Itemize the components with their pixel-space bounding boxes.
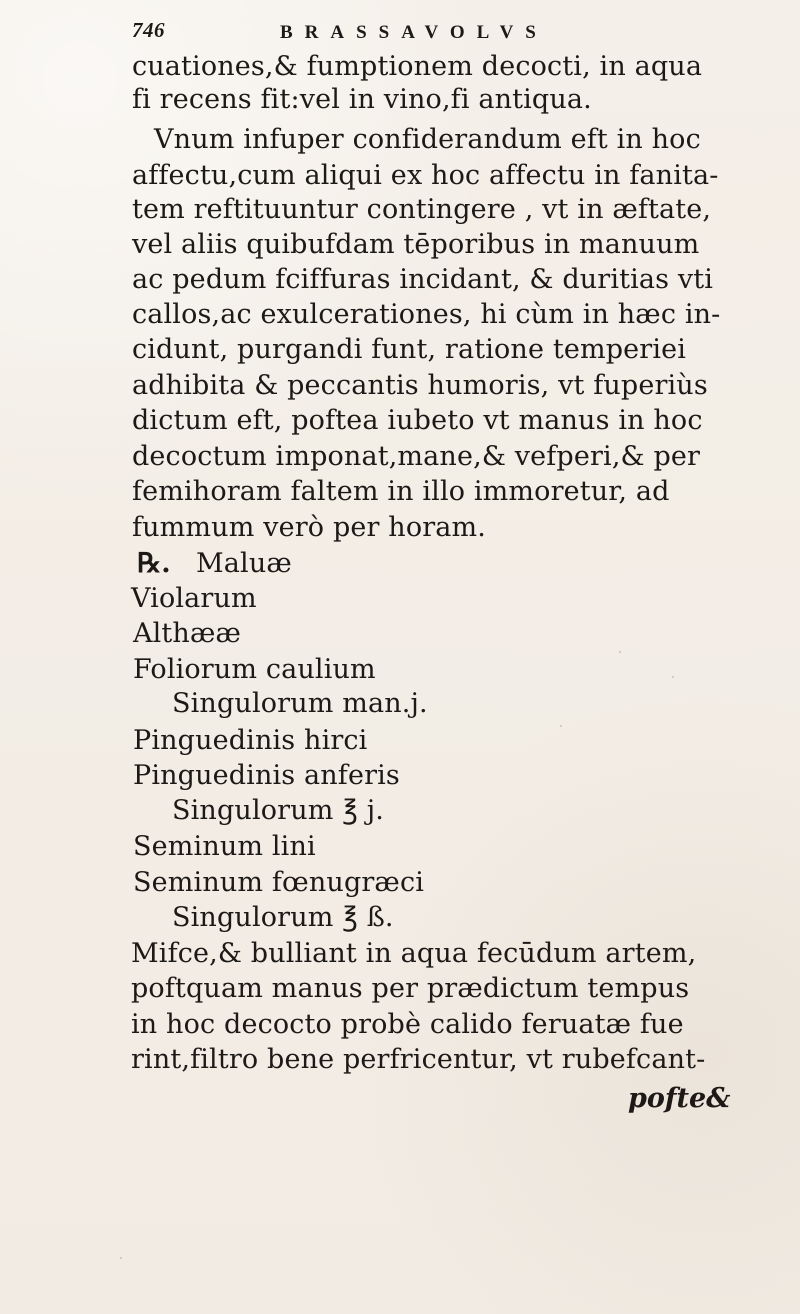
body-line-5: tem reftituuntur contingere , vt in æftate, — [132, 194, 712, 225]
recipe-item-10: Seminum fœnugræci — [133, 867, 425, 898]
recipe-item-5: Singulorum man.j. — [172, 688, 428, 719]
body-line-3: Vnum infuper confiderandum eft in hoc — [154, 124, 701, 155]
body-line-12: decoctum imponat,mane,& vefperi,& per — [132, 441, 701, 472]
closing-line-1: Mifce,& bulliant in aqua fecūdum artem, — [131, 938, 697, 969]
paper-speck-1 — [619, 651, 621, 653]
page-number: 746 — [132, 18, 165, 42]
body-line-1: cuationes,& fumptionem decocti, in aqua — [132, 51, 703, 82]
recipe-item-8: Singulorum ℥ j. — [172, 795, 384, 826]
body-line-8: callos,ac exulcerationes, hi cùm in hæc in- — [132, 299, 721, 330]
body-line-9: cidunt, purgandi funt, ratione temperiei — [132, 334, 687, 365]
page-header — [132, 18, 732, 52]
body-line-2: fi recens fit:vel in vino,fi antiqua. — [132, 84, 592, 115]
running-head: BRASSAVOLVS — [280, 22, 548, 43]
body-line-6: vel aliis quibufdam tēporibus in manuum — [132, 229, 700, 260]
paper-speck-4 — [120, 1257, 122, 1259]
recipe-symbol: ℞. — [137, 548, 171, 579]
paper-speck-2 — [672, 676, 674, 678]
recipe-item-1: Maluæ — [196, 548, 292, 579]
recipe-item-7: Pinguedinis anferis — [133, 760, 400, 791]
paper-speck-3 — [560, 725, 562, 727]
body-line-7: ac pedum fciffuras incidant, & duritias vti — [132, 264, 714, 295]
recipe-item-3: Althææ — [133, 618, 242, 649]
recipe-item-6: Pinguedinis hirci — [133, 725, 368, 756]
body-line-14: fummum verò per horam. — [132, 512, 487, 543]
recipe-item-11: Singulorum ℥ ß. — [172, 902, 394, 933]
body-line-10: adhibita & peccantis humoris, vt fuperiùs — [132, 370, 708, 401]
body-line-13: femihoram faltem in illo immoretur, ad — [132, 476, 670, 507]
recipe-item-4: Foliorum caulium — [133, 654, 376, 685]
body-line-4: affectu,cum aliqui ex hoc affectu in fanita- — [132, 160, 719, 191]
recipe-item-2: Violarum — [131, 583, 257, 614]
catchword: pofte& — [628, 1083, 731, 1114]
closing-line-4: rint,filtro bene perfricentur, vt rubefcant- — [131, 1044, 706, 1075]
closing-line-3: in hoc decocto probè calido feruatæ fue — [131, 1009, 684, 1040]
body-line-11: dictum eft, poftea iubeto vt manus in hoc — [132, 405, 703, 436]
closing-line-2: poftquam manus per prædictum tempus — [131, 973, 690, 1004]
recipe-item-9: Seminum lini — [133, 831, 316, 862]
